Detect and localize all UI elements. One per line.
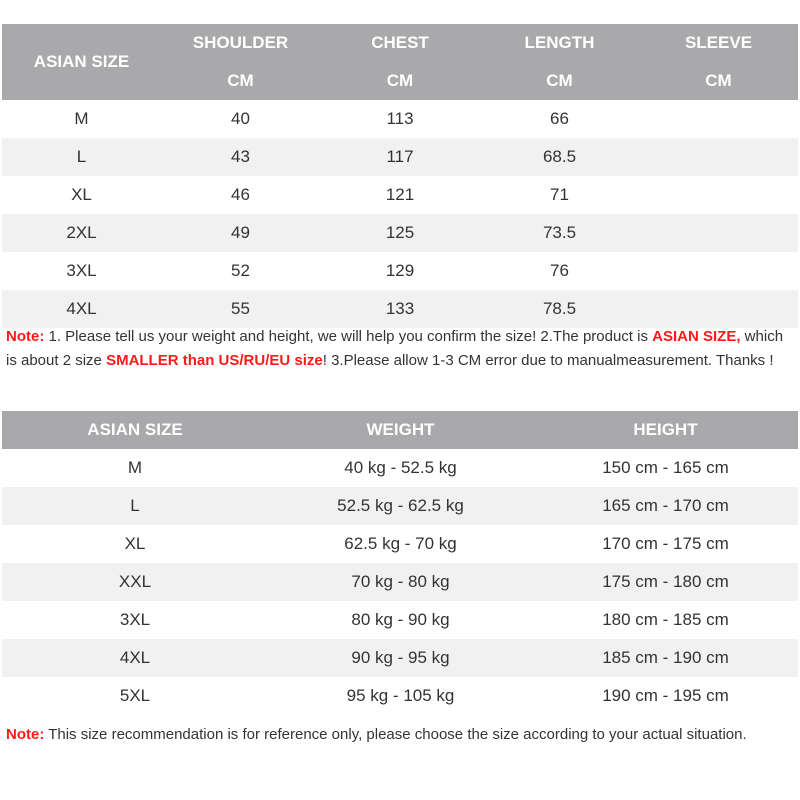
size-note	[6, 325, 796, 373]
cell-length: 71	[480, 176, 639, 214]
cell-size: XL	[2, 176, 161, 214]
cell-size: XL	[2, 525, 268, 563]
table-row	[2, 290, 798, 328]
table-row	[2, 677, 798, 715]
cell-length: 73.5	[480, 214, 639, 252]
note-text: This size recommendation is for reference only, please choose the size according to your actual situation.	[44, 726, 747, 743]
cell-sleeve	[639, 176, 798, 214]
cell-size: 3XL	[2, 252, 161, 290]
header-length: LENGTH	[480, 24, 639, 62]
cell-height: 175 cm - 180 cm	[533, 563, 798, 601]
header-length-unit: CM	[480, 62, 639, 100]
header-sleeve-unit: CM	[639, 62, 798, 100]
cell-sleeve	[639, 100, 798, 138]
table-row	[2, 252, 798, 290]
cell-shoulder: 43	[161, 138, 320, 176]
measurement-table	[2, 24, 798, 328]
cell-chest: 125	[320, 214, 480, 252]
cell-weight: 40 kg - 52.5 kg	[268, 449, 533, 487]
cell-length: 76	[480, 252, 639, 290]
cell-chest: 133	[320, 290, 480, 328]
header-sleeve: SLEEVE	[639, 24, 798, 62]
note-label: Note:	[6, 328, 45, 345]
cell-size: L	[2, 487, 268, 525]
cell-length: 68.5	[480, 138, 639, 176]
note-label: Note:	[6, 726, 45, 743]
cell-size: 5XL	[2, 677, 268, 715]
cell-shoulder: 55	[161, 290, 320, 328]
note-text-3: ! 3.Please allow 1-3 CM error due to manualmeasurement. Thanks !	[322, 352, 774, 369]
cell-size: 3XL	[2, 601, 268, 639]
table-row	[2, 449, 798, 487]
header-height: HEIGHT	[533, 411, 798, 449]
header-asian-size: ASIAN SIZE	[2, 24, 161, 100]
cell-size: M	[2, 100, 161, 138]
cell-sleeve	[639, 290, 798, 328]
table-row	[2, 138, 798, 176]
cell-size: M	[2, 449, 268, 487]
header-chest: CHEST	[320, 24, 480, 62]
table-row	[2, 639, 798, 677]
note-highlight-smaller: SMALLER than US/RU/EU size	[106, 352, 323, 369]
cell-height: 150 cm - 165 cm	[533, 449, 798, 487]
cell-weight: 80 kg - 90 kg	[268, 601, 533, 639]
note-highlight-asian-size: ASIAN SIZE,	[652, 328, 741, 345]
table-row	[2, 176, 798, 214]
table-row	[2, 601, 798, 639]
table-row	[2, 214, 798, 252]
cell-size: 2XL	[2, 214, 161, 252]
header-shoulder: SHOULDER	[161, 24, 320, 62]
note-text-1: 1. Please tell us your weight and height, we will help you confirm the size! 2.The product is	[44, 328, 653, 345]
cell-size: XXL	[2, 563, 268, 601]
header-shoulder-unit: CM	[161, 62, 320, 100]
cell-sleeve	[639, 252, 798, 290]
cell-weight: 62.5 kg - 70 kg	[268, 525, 533, 563]
cell-weight: 90 kg - 95 kg	[268, 639, 533, 677]
cell-chest: 113	[320, 100, 480, 138]
note-text-2: which is about 2 size	[6, 328, 784, 369]
cell-chest: 117	[320, 138, 480, 176]
cell-shoulder: 52	[161, 252, 320, 290]
cell-length: 78.5	[480, 290, 639, 328]
cell-height: 190 cm - 195 cm	[533, 677, 798, 715]
table-row	[2, 487, 798, 525]
cell-size: 4XL	[2, 290, 161, 328]
cell-height: 180 cm - 185 cm	[533, 601, 798, 639]
cell-size: L	[2, 138, 161, 176]
reference-note	[6, 723, 796, 747]
cell-shoulder: 40	[161, 100, 320, 138]
cell-height: 185 cm - 190 cm	[533, 639, 798, 677]
cell-height: 170 cm - 175 cm	[533, 525, 798, 563]
table-row	[2, 563, 798, 601]
recommendation-table	[2, 411, 798, 715]
table-row	[2, 525, 798, 563]
cell-sleeve	[639, 138, 798, 176]
cell-weight: 52.5 kg - 62.5 kg	[268, 487, 533, 525]
cell-length: 66	[480, 100, 639, 138]
cell-shoulder: 46	[161, 176, 320, 214]
cell-sleeve	[639, 214, 798, 252]
header-asian-size: ASIAN SIZE	[2, 411, 268, 449]
table-row	[2, 100, 798, 138]
cell-chest: 121	[320, 176, 480, 214]
cell-height: 165 cm - 170 cm	[533, 487, 798, 525]
cell-shoulder: 49	[161, 214, 320, 252]
cell-size: 4XL	[2, 639, 268, 677]
header-chest-unit: CM	[320, 62, 480, 100]
cell-chest: 129	[320, 252, 480, 290]
header-weight: WEIGHT	[268, 411, 533, 449]
cell-weight: 95 kg - 105 kg	[268, 677, 533, 715]
cell-weight: 70 kg - 80 kg	[268, 563, 533, 601]
